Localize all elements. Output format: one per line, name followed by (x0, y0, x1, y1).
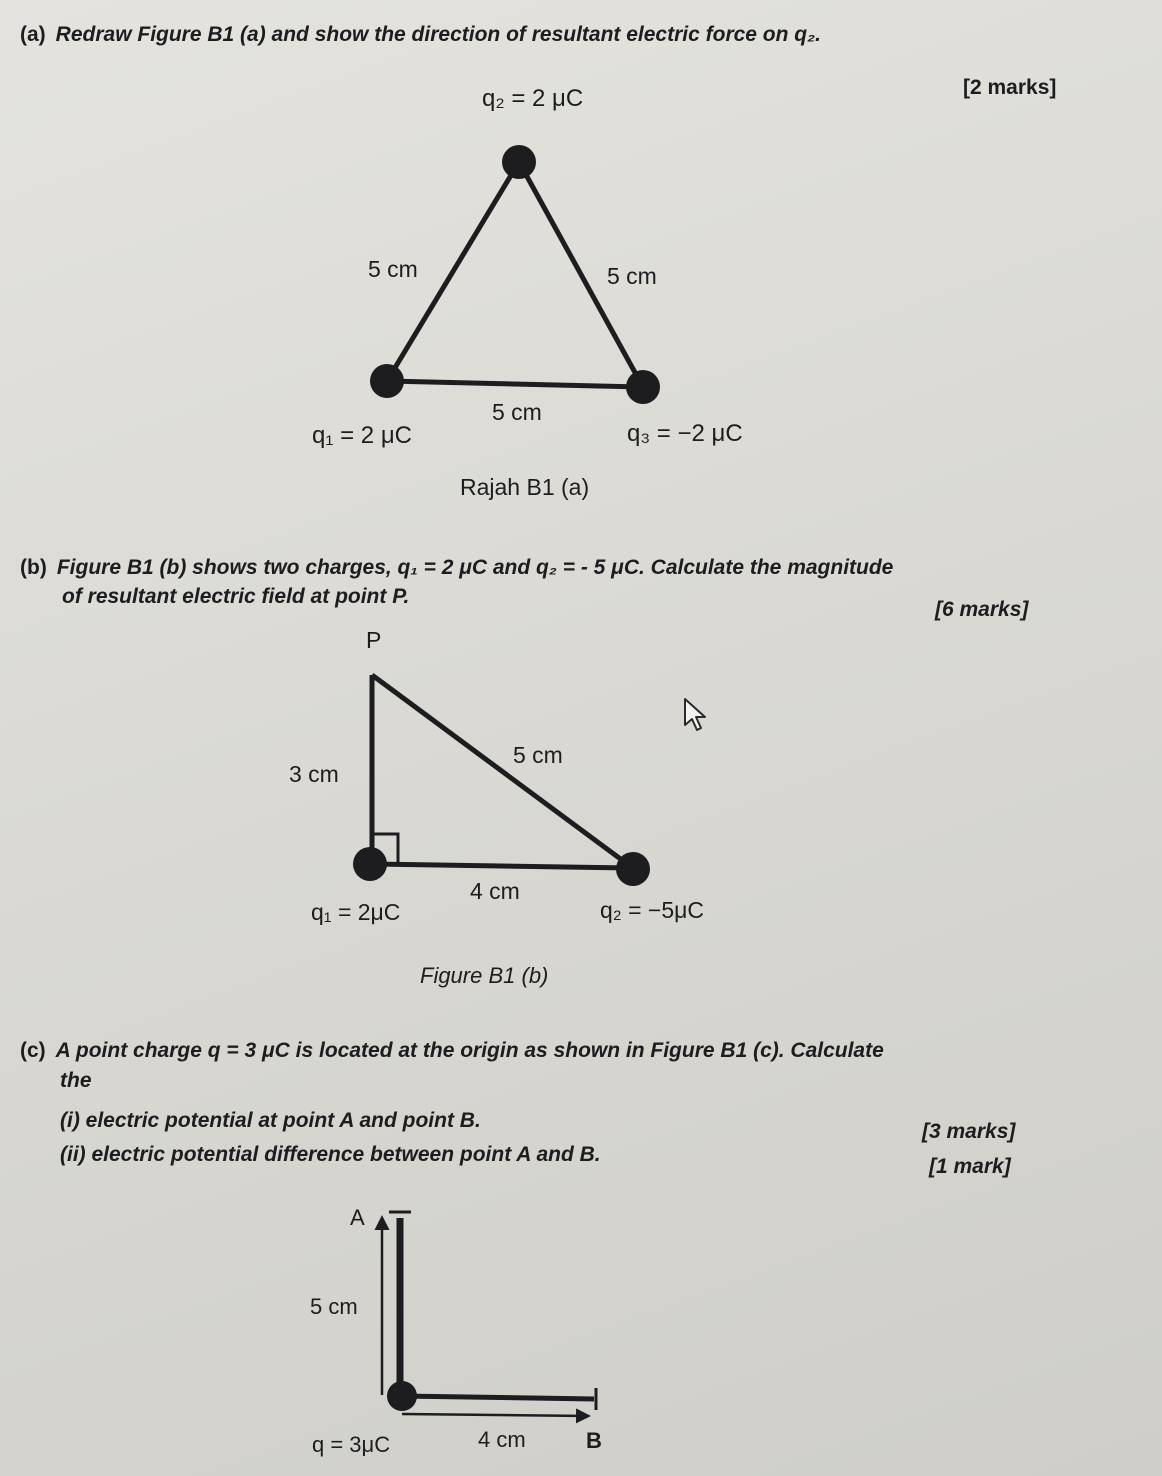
fig-c-point-b: B (586, 1428, 602, 1453)
fig-a-right-length: 5 cm (607, 263, 657, 289)
fig-b-vertical-length: 3 cm (289, 761, 339, 787)
part-a-text: Redraw Figure B1 (a) and show the direction of resultant electric force on q₂. (55, 23, 821, 46)
fig-b-side-bottom (372, 864, 630, 868)
part-b-text-1: Figure B1 (b) shows two charges, q₁ = 2 μC and q₂ = - 5 μC. Calculate the magnitude (56, 556, 894, 579)
fig-c-point-a: A (350, 1205, 365, 1230)
fig-a-charge-q2 (502, 145, 536, 179)
mouse-cursor-icon (683, 697, 711, 735)
fig-a-charge-q3 (626, 370, 660, 404)
part-a-marks: [2 marks] (963, 76, 1057, 99)
fig-a-side-bottom (387, 381, 643, 387)
part-b-question-line2: of resultant electric field at point P. (62, 585, 410, 608)
fig-c-horizontal-line (400, 1396, 594, 1399)
fig-a-q2-label: q₂ = 2 μC (482, 85, 584, 112)
part-c-item-ii-marks: [1 mark] (929, 1155, 1011, 1178)
figure-b1b (289, 627, 704, 988)
fig-b-charge-q2 (616, 852, 650, 886)
part-b-label: (b) (20, 556, 47, 579)
part-c-item-ii: (ii) electric potential difference between point A and B. (60, 1143, 601, 1166)
fig-c-vertical-length: 5 cm (310, 1294, 358, 1319)
part-a-label: (a) (20, 23, 46, 46)
fig-a-caption: Rajah B1 (a) (460, 474, 590, 500)
fig-b-point-p: P (366, 627, 382, 653)
part-c-label: (c) (20, 1039, 46, 1062)
fig-c-q-label: q = 3μC (312, 1432, 391, 1457)
fig-b-q1-label: q₁ = 2μC (311, 899, 401, 925)
fig-c-horizontal-dimension-arrow (402, 1414, 588, 1416)
figure-b1a (312, 85, 743, 500)
part-c-item-i: (i) electric potential at point A and point B. (60, 1109, 481, 1132)
fig-a-bottom-length: 5 cm (492, 399, 542, 425)
part-c-question-line2: the (60, 1069, 92, 1092)
fig-b-caption: Figure B1 (b) (420, 963, 549, 988)
fig-a-charge-q1 (370, 364, 404, 398)
fig-b-bottom-length: 4 cm (470, 878, 520, 904)
fig-c-charge-q (387, 1381, 417, 1411)
part-c-item-i-marks: [3 marks] (922, 1120, 1016, 1143)
fig-b-side-hypotenuse (372, 675, 630, 866)
figure-b1c (310, 1205, 602, 1457)
fig-b-hyp-length: 5 cm (513, 742, 563, 768)
part-b-marks: [6 marks] (935, 598, 1029, 621)
part-c-text-1: A point charge q = 3 μC is located at the origin as shown in Figure B1 (c). Calculate (55, 1039, 884, 1062)
fig-b-q2-label: q₂ = −5μC (600, 897, 705, 923)
fig-a-q3-label: q₃ = −2 μC (627, 420, 743, 447)
fig-a-q1-label: q₁ = 2 μC (312, 422, 412, 449)
fig-b-charge-q1 (353, 847, 387, 881)
fig-c-horizontal-length: 4 cm (478, 1427, 526, 1452)
fig-a-left-length: 5 cm (368, 256, 418, 282)
